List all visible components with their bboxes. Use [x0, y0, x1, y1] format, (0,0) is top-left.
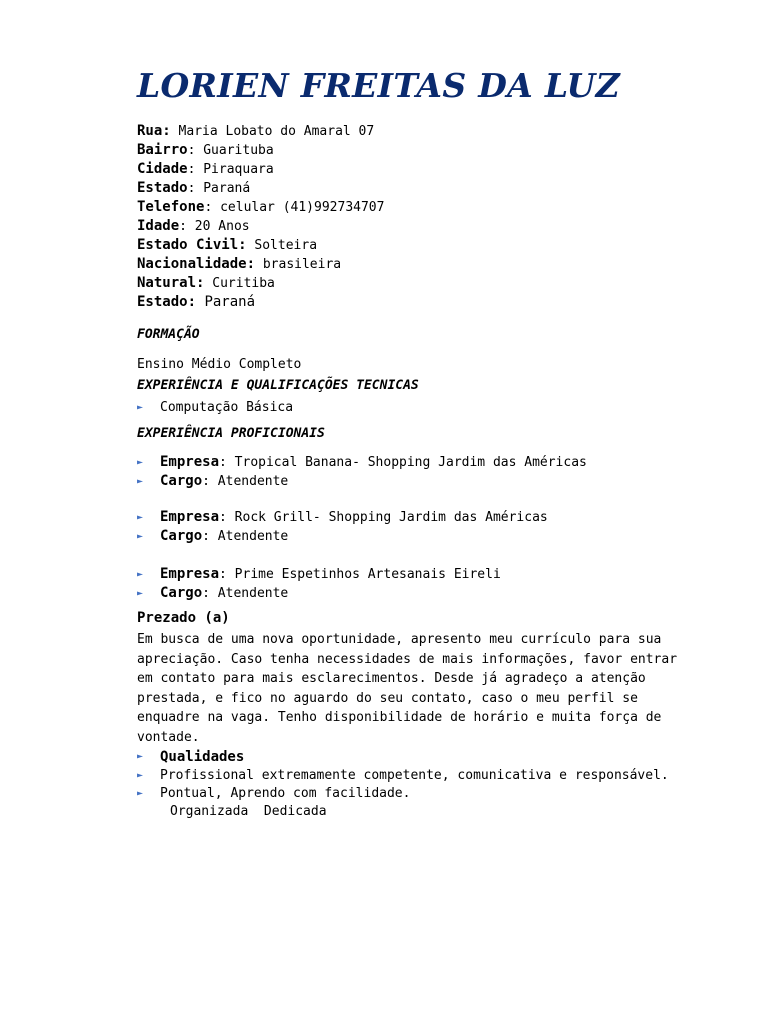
- info-label: Estado:: [137, 294, 197, 310]
- info-value: : celular (41)992734707: [204, 200, 385, 215]
- job-cargo: [137, 472, 697, 491]
- qualificacoes-heading: EXPERIÊNCIA E QUALIFICAÇÕES TECNICAS: [137, 378, 419, 393]
- info-label: Estado: [137, 180, 188, 196]
- info-label: Nacionalidade:: [137, 256, 256, 272]
- list-item: [137, 398, 697, 417]
- bullet-arrow-icon: ►: [137, 457, 144, 468]
- cargo-label: Cargo: [160, 528, 203, 544]
- info-value: Maria Lobato do Amaral 07: [170, 124, 375, 139]
- qualidades-heading: Qualidades: [160, 748, 245, 765]
- resume-page: [137, 66, 697, 821]
- empresa-label: Empresa: [160, 509, 220, 525]
- qualificacoes-list: [137, 398, 697, 417]
- bullet-arrow-icon: ►: [137, 769, 144, 781]
- info-label: Idade: [137, 218, 180, 234]
- empresa-label: Empresa: [160, 454, 220, 470]
- info-label: Telefone: [137, 199, 205, 215]
- info-row-rua: [137, 122, 697, 141]
- cargo-label: Cargo: [160, 585, 203, 601]
- salutation: Prezado (a): [137, 610, 230, 626]
- info-row-nacionalidade: [137, 255, 697, 274]
- qualidades-extra: Organizada Dedicada: [170, 803, 327, 819]
- info-value: Paraná: [196, 294, 256, 310]
- list-item: [137, 767, 697, 785]
- bullet-arrow-icon: ►: [137, 531, 144, 542]
- info-row-idade: [137, 217, 697, 236]
- info-value: : 20 Anos: [179, 219, 250, 234]
- info-value: brasileira: [255, 257, 342, 272]
- info-label: Cidade: [137, 161, 188, 177]
- list-item: [137, 785, 697, 803]
- info-row-telefone: [137, 198, 697, 217]
- info-value: Solteira: [246, 238, 318, 253]
- job-empresa: [137, 453, 697, 472]
- info-row-estado: [137, 179, 697, 198]
- job-entry-1: [137, 453, 697, 491]
- info-row-estado-2: [137, 293, 697, 312]
- list-item-text: Profissional extremamente competente, comunicativa e responsável.: [160, 767, 669, 783]
- formacao-text: Ensino Médio Completo: [137, 357, 302, 372]
- formacao-heading: FORMAÇÃO: [137, 327, 200, 342]
- list-item-text: Pontual, Aprendo com facilidade.: [160, 785, 411, 801]
- job-empresa: [137, 508, 697, 527]
- cargo-value: : Atendente: [202, 474, 289, 489]
- candidate-name: LORIEN FREITAS DA LUZ: [137, 66, 621, 105]
- cargo-label: Cargo: [160, 473, 203, 489]
- empresa-label: Empresa: [160, 566, 220, 582]
- info-value: : Paraná: [187, 181, 251, 196]
- experiencia-heading: EXPERIÊNCIA PROFICIONAIS: [137, 426, 325, 441]
- bullet-arrow-icon: ►: [137, 569, 144, 580]
- info-label: Natural:: [137, 275, 205, 291]
- personal-info: [137, 122, 697, 312]
- cargo-value: : Atendente: [202, 529, 289, 544]
- info-label: Estado Civil:: [137, 237, 247, 253]
- info-row-estado-civil: [137, 236, 697, 255]
- cover-letter-body: Em busca de uma nova oportunidade, apresento meu currículo para sua apreciação. Caso tenha necessidades de mais informações, favor entrar em contato para mais esclarecimentos. Desde já agradeço a atenção prestada, e fico no aguardo do seu contato, caso o meu perfil se enquadre na vaga. Tenho disponibilidade de horário e muita força de vontade.: [137, 632, 678, 745]
- job-entry-2: [137, 508, 697, 546]
- empresa-value: : Prime Espetinhos Artesanais Eireli: [219, 567, 501, 582]
- info-row-bairro: [137, 141, 697, 160]
- cargo-value: : Atendente: [202, 586, 289, 601]
- qualidades-heading-item: [137, 748, 697, 767]
- info-label: Rua:: [137, 123, 171, 139]
- info-value: Curitiba: [204, 276, 275, 291]
- job-empresa: [137, 565, 697, 584]
- job-cargo: [137, 584, 697, 603]
- bullet-arrow-icon: ►: [137, 750, 144, 762]
- bullet-arrow-icon: ►: [137, 588, 144, 599]
- job-cargo: [137, 527, 697, 546]
- info-row-natural: [137, 274, 697, 293]
- bullet-arrow-icon: ►: [137, 787, 144, 799]
- info-value: : Guarituba: [187, 143, 274, 158]
- job-entry-3: [137, 565, 697, 603]
- info-label: Bairro: [137, 142, 188, 158]
- empresa-value: : Rock Grill- Shopping Jardim das Américas: [219, 510, 548, 525]
- list-item-text: Computação Básica: [160, 400, 294, 415]
- qualidades-list: [137, 748, 697, 803]
- bullet-arrow-icon: ►: [137, 512, 144, 523]
- bullet-arrow-icon: ►: [137, 402, 144, 413]
- empresa-value: : Tropical Banana- Shopping Jardim das Américas: [219, 455, 587, 470]
- info-value: : Piraquara: [187, 162, 274, 177]
- bullet-arrow-icon: ►: [137, 476, 144, 487]
- info-row-cidade: [137, 160, 697, 179]
